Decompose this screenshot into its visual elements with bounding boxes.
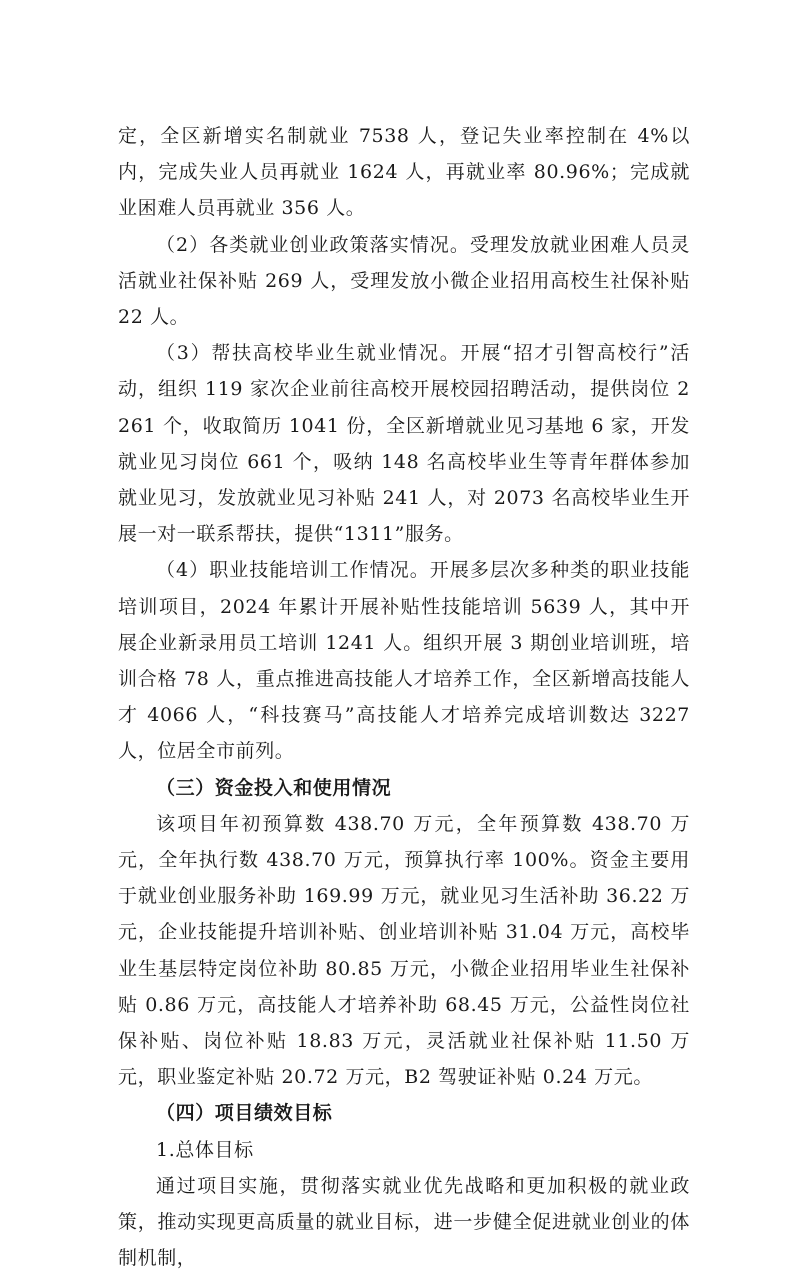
skills-training-paragraph: （4）职业技能培训工作情况。开展多层次多种类的职业技能培训项目，2024 年累计开展补贴性技能培训 5639 人，其中开展企业新录用员工培训 1241 人。组织开展 3 期创业培训班，培训合格 78 人，重点推进高技能人才培养工作，全区新增高技能人才 4066 人，“科技赛马”高技能人才培养完成培训数达 3227 人，位居全市前列。 (118, 559, 690, 763)
graduate-support-paragraph: （3）帮扶高校毕业生就业情况。开展“招才引智高校行”活动，组织 119 家次企业前往高校开展校园招聘活动，提供岗位 2261 个，收取简历 1041 份，全区新增就业见习基地 6 家，开发就业见习岗位 661 个，吸纳 148 名高校毕业生等青年群体参加就业见习，发放就业见习补贴 241 人，对 2073 名高校毕业生开展一对一联系帮扶，提供“1311”服务。 (118, 342, 690, 546)
subheading-overall-goal: 1.总体目标 (156, 1138, 254, 1161)
funding-paragraph: 该项目年初预算数 438.70 万元，全年预算数 438.70 万元，全年执行数 438.70 万元，预算执行率 100%。资金主要用于就业创业服务补助 169.99 万元，就业见习生活补助 36.22 万元，企业技能提升培训补贴、创业培训补贴 31.04 万元，高校毕业生基层特定岗位补助 80.85 万元，小微企业招用毕业生社保补贴 0.86 万元，高技能人才培养补助 68.45 万元，公益性岗位社保补贴、岗位补贴 18.83 万元，灵活就业社保补贴 11.50 万元，职业鉴定补贴 20.72 万元，B2 驾驶证补贴 0.24 万元。 (118, 812, 690, 1089)
document-page (118, 118, 690, 1277)
employment-results-paragraph: 定，全区新增实名制就业 7538 人，登记失业率控制在 4%以内，完成失业人员再就业 1624 人，再就业率 80.96%；完成就业困难人员再就业 356 人。 (118, 125, 690, 220)
overall-goal-paragraph: 通过项目实施，贯彻落实就业优先战略和更加积极的就业政策，推动实现更高质量的就业目标，进一步健全促进就业创业的体制机制， (118, 1174, 690, 1270)
policy-implementation-paragraph: （2）各类就业创业政策落实情况。受理发放就业困难人员灵活就业社保补贴 269 人，受理发放小微企业招用高校生社保补贴 22 人。 (118, 233, 690, 329)
section-heading-funding: （三）资金投入和使用情况 (156, 776, 392, 799)
section-heading-performance-goals: （四）项目绩效目标 (156, 1102, 333, 1125)
